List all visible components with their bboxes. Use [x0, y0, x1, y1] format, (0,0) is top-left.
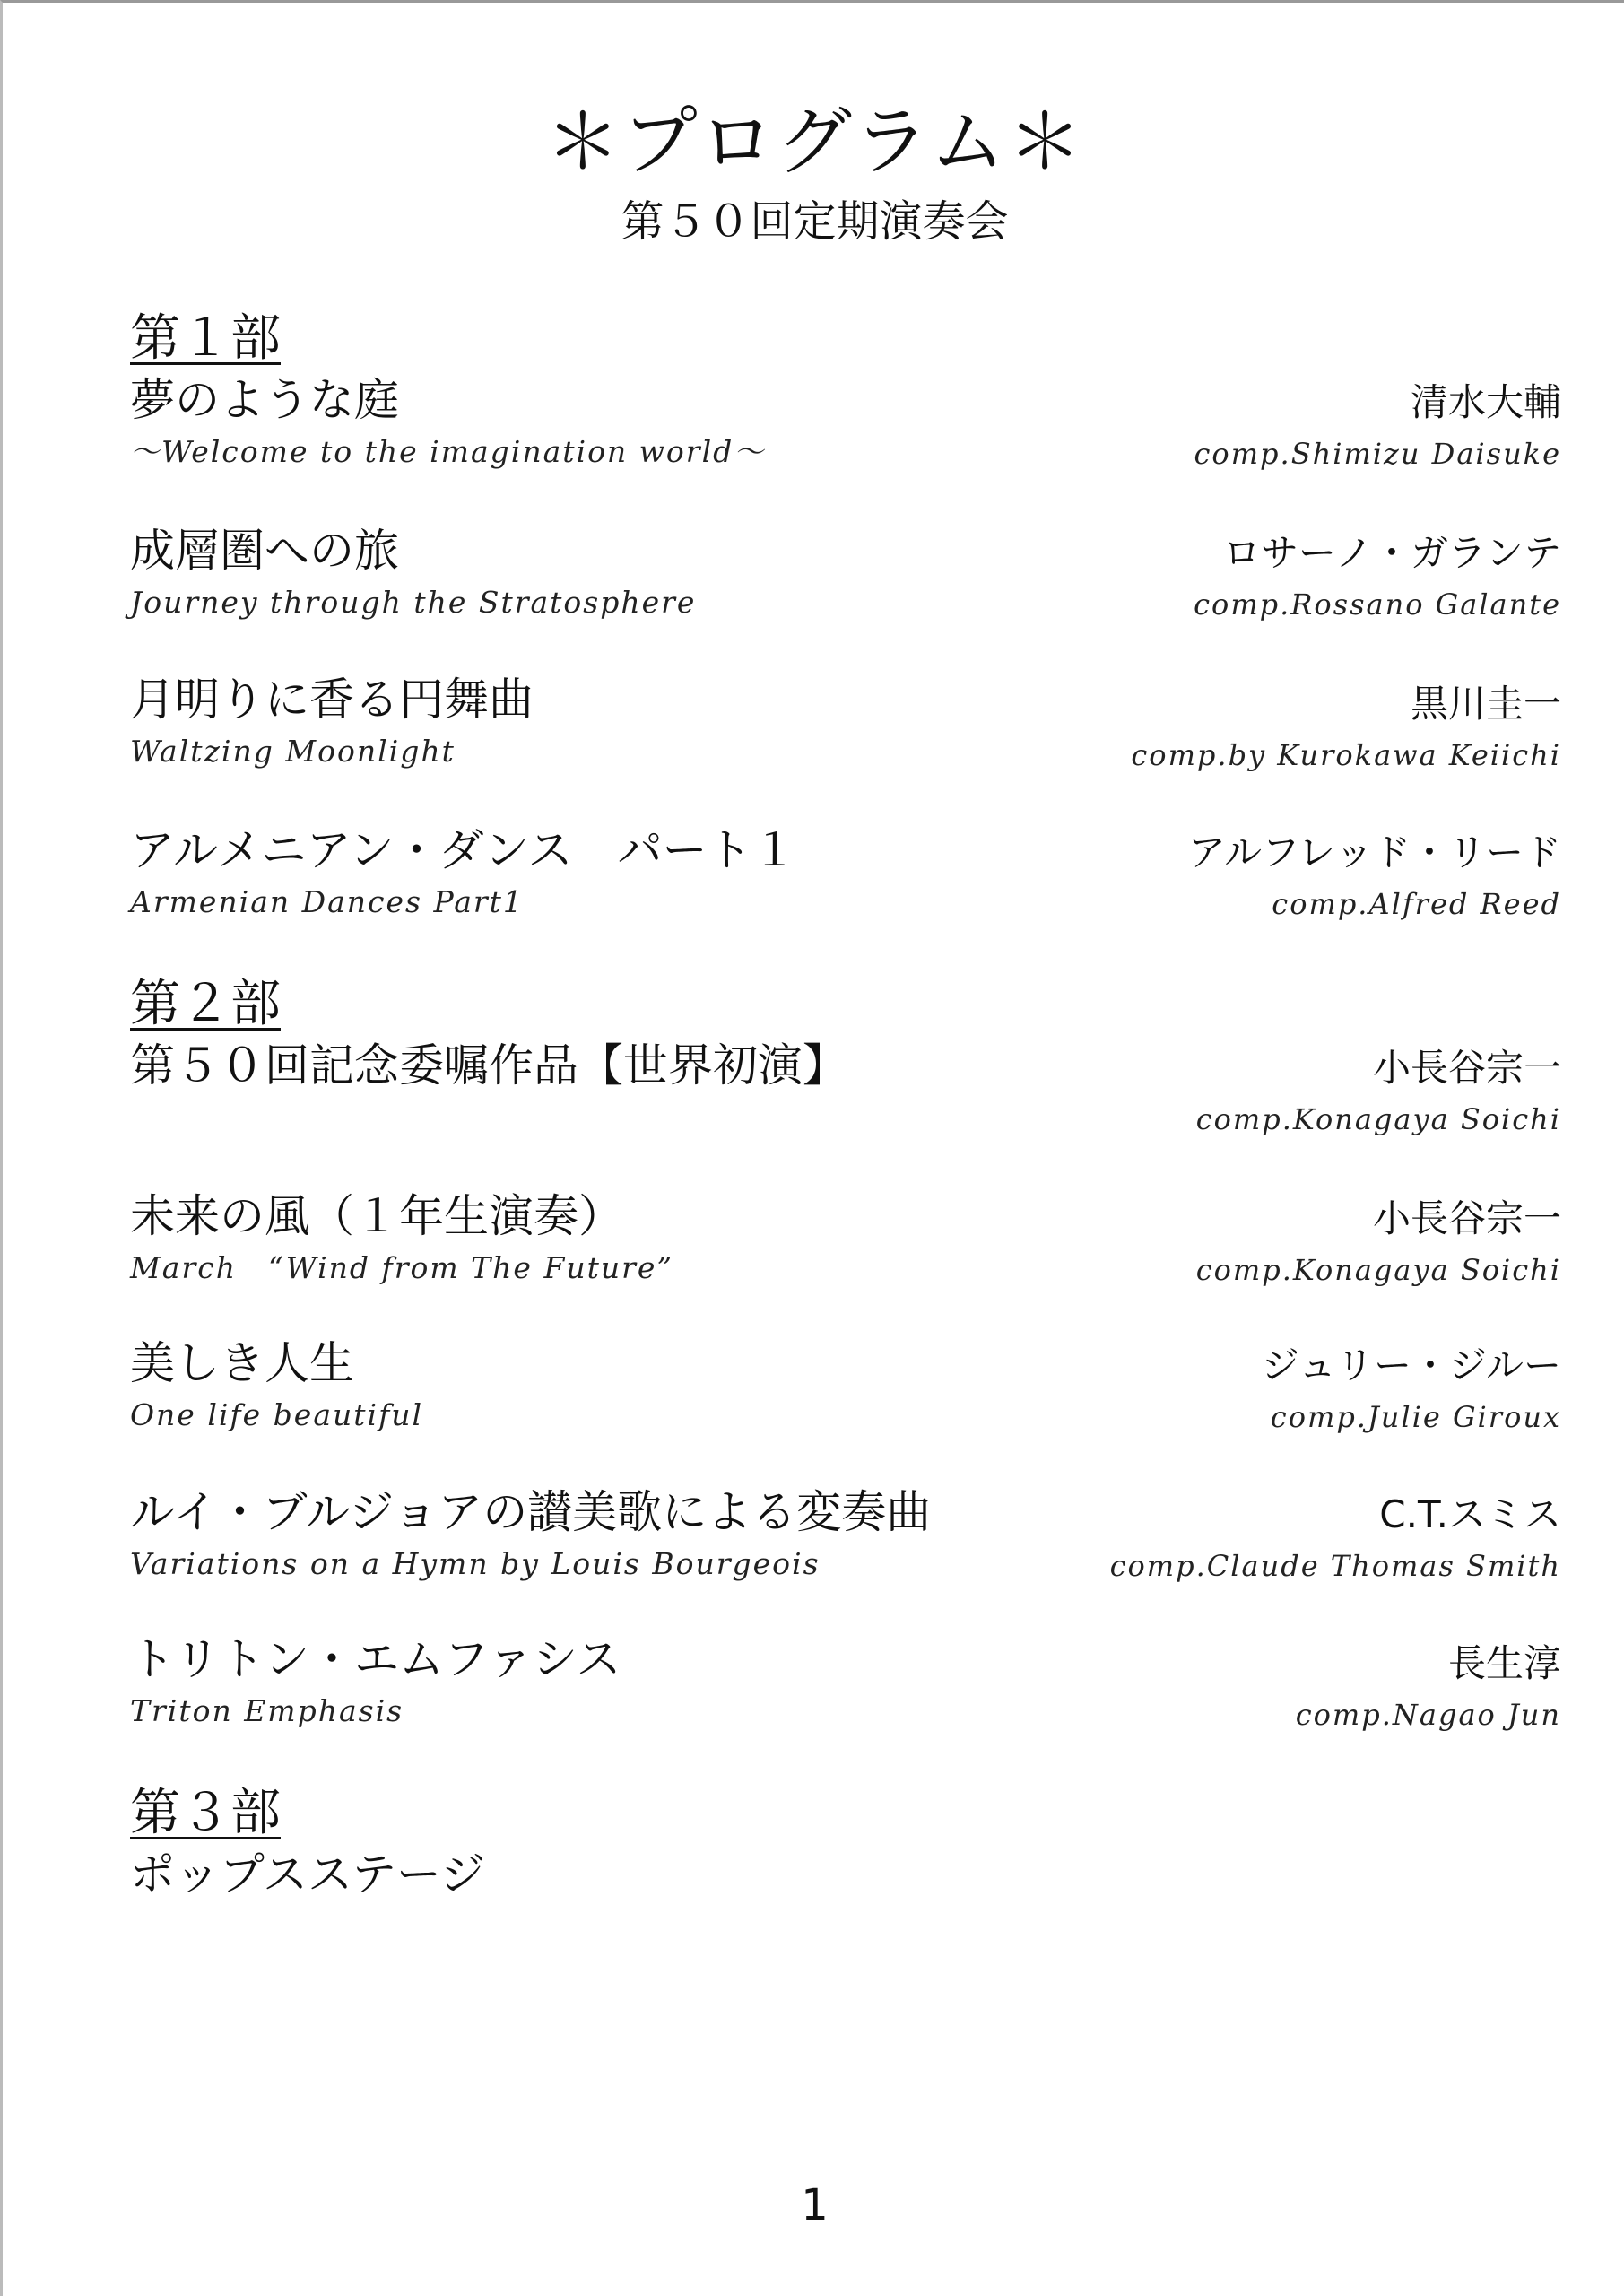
- composer-en: comp.by Kurokawa Keiichi: [1131, 738, 1561, 772]
- composer-en: comp.Nagao Jun: [1295, 1698, 1561, 1732]
- piece-title-jp: 第５０回記念委嘱作品【世界初演】: [130, 1039, 847, 1091]
- composer-jp: C.T.スミス: [1379, 1492, 1561, 1536]
- composer-en: comp.Julie Giroux: [1270, 1400, 1561, 1434]
- composer-en: comp.Claude Thomas Smith: [1109, 1549, 1561, 1583]
- composer-jp: ロサーノ・ガランテ: [1222, 531, 1561, 575]
- piece-title-en: Variations on a Hymn by Louis Bourgeois: [130, 1546, 821, 1581]
- section-description: ポップスステージ: [130, 1848, 485, 1900]
- composer-jp: 長生淳: [1447, 1641, 1561, 1685]
- composer-jp: ジュリー・ジルー: [1261, 1344, 1561, 1387]
- piece-title-jp: 夢のような庭: [130, 374, 399, 426]
- piece-title-jp: トリトン・エムファシス: [130, 1633, 621, 1685]
- composer-en: comp.Konagaya Soichi: [1195, 1102, 1561, 1136]
- composer-jp: 黒川圭一: [1410, 682, 1561, 726]
- piece-title-en: Journey through the Stratosphere: [130, 585, 697, 620]
- piece-title-jp: 未来の風（１年生演奏）: [130, 1190, 623, 1242]
- composer-en: comp.Rossano Galante: [1194, 587, 1561, 622]
- section-heading-part2: 第２部: [130, 975, 281, 1033]
- composer-en: comp.Konagaya Soichi: [1195, 1253, 1561, 1287]
- composer-jp: 小長谷宗一: [1372, 1196, 1561, 1240]
- page-subtitle: 第５０回定期演奏会: [621, 196, 1009, 247]
- section-heading-part1: 第１部: [130, 309, 281, 368]
- piece-title-jp: アルメニアン・ダンス パート１: [130, 824, 797, 876]
- page-number: 1: [801, 2180, 829, 2231]
- piece-title-jp: 月明りに香る円舞曲: [130, 674, 534, 726]
- piece-title-en: March “Wind from The Future”: [130, 1250, 674, 1285]
- piece-title-en: Armenian Dances Part1: [130, 884, 524, 919]
- piece-title-en: Triton Emphasis: [130, 1693, 404, 1728]
- piece-title-en: Waltzing Moonlight: [130, 734, 456, 769]
- composer-jp: 清水大輔: [1410, 380, 1561, 424]
- piece-title-jp: 成層圏への旅: [130, 525, 399, 577]
- composer-jp: 小長谷宗一: [1372, 1046, 1561, 1090]
- page-title: ＊プログラム＊: [544, 98, 1085, 186]
- piece-title-jp: 美しき人生: [130, 1337, 354, 1389]
- composer-en: comp.Alfred Reed: [1272, 887, 1561, 921]
- piece-title-en: One life beautiful: [130, 1397, 424, 1432]
- section-heading-part3: 第３部: [130, 1784, 281, 1842]
- composer-jp: アルフレッド・リード: [1187, 831, 1561, 874]
- composer-en: comp.Shimizu Daisuke: [1194, 437, 1561, 471]
- piece-title-jp: ルイ・ブルジョアの讃美歌による変奏曲: [130, 1486, 932, 1538]
- piece-title-en: ～Welcome to the imagination world～: [130, 434, 766, 469]
